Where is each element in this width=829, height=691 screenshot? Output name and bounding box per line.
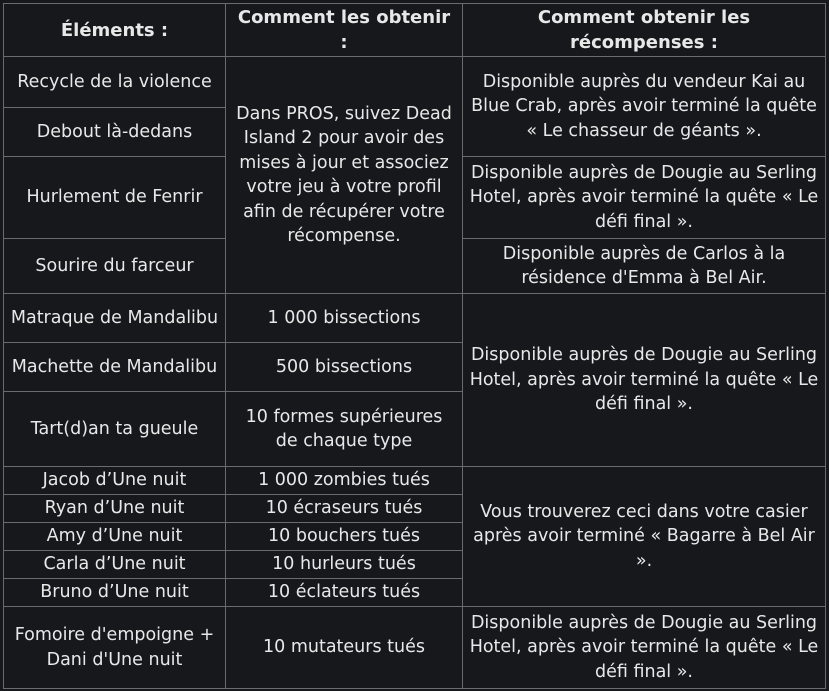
element-name: Jacob d’Une nuit — [4, 467, 226, 495]
obtain-condition: 10 formes supérieures de chaque type — [226, 392, 463, 467]
table-row — [4, 467, 826, 495]
obtain-condition: 10 mutateurs tués — [226, 607, 463, 689]
reward-bagarre: Vous trouverez ceci dans votre casier après avoir terminé « Bagarre à Bel Air ». — [463, 467, 826, 607]
obtain-condition: 10 bouchers tués — [226, 523, 463, 551]
element-name: Debout là-dedans — [4, 108, 226, 157]
element-name: Tart(d)an ta gueule — [4, 392, 226, 467]
header-rewards: Comment obtenir les récompenses : — [463, 4, 826, 57]
header-elements: Éléments : — [4, 4, 226, 57]
reward-dougie: Disponible auprès de Dougie au Serling Hotel, après avoir terminé la quête « Le défi final ». — [463, 294, 826, 467]
obtain-condition: 1 000 bissections — [226, 294, 463, 343]
rewards-table — [3, 3, 826, 689]
obtain-pros: Dans PROS, suivez Dead Island 2 pour avoir des mises à jour et associez votre jeu à votre profil afin de récupérer votre récompense. — [226, 57, 463, 294]
reward-dougie: Disponible auprès de Dougie au Serling Hotel, après avoir terminé la quête « Le défi final ». — [463, 607, 826, 689]
element-name: Matraque de Mandalibu — [4, 294, 226, 343]
element-name: Machette de Mandalibu — [4, 343, 226, 392]
element-name: Carla d’Une nuit — [4, 551, 226, 579]
reward-kai: Disponible auprès du vendeur Kai au Blue Crab, après avoir terminé la quête « Le chasseur de géants ». — [463, 57, 826, 157]
obtain-condition: 1 000 zombies tués — [226, 467, 463, 495]
element-name: Hurlement de Fenrir — [4, 157, 226, 239]
header-obtain: Comment les obtenir : — [226, 4, 463, 57]
element-name: Bruno d’Une nuit — [4, 579, 226, 607]
table-row — [4, 57, 826, 108]
obtain-condition: 10 éclateurs tués — [226, 579, 463, 607]
obtain-condition: 500 bissections — [226, 343, 463, 392]
reward-carlos: Disponible auprès de Carlos à la résidence d'Emma à Bel Air. — [463, 239, 826, 294]
obtain-condition: 10 écraseurs tués — [226, 495, 463, 523]
table-row — [4, 294, 826, 343]
element-name: Fomoire d'empoigne + Dani d'Une nuit — [4, 607, 226, 689]
element-name: Amy d’Une nuit — [4, 523, 226, 551]
element-name: Recycle de la violence — [4, 57, 226, 108]
obtain-condition: 10 hurleurs tués — [226, 551, 463, 579]
header-row — [4, 4, 826, 57]
element-name: Ryan d’Une nuit — [4, 495, 226, 523]
reward-dougie: Disponible auprès de Dougie au Serling Hotel, après avoir terminé la quête « Le défi final ». — [463, 157, 826, 239]
table-row — [4, 607, 826, 689]
element-name: Sourire du farceur — [4, 239, 226, 294]
